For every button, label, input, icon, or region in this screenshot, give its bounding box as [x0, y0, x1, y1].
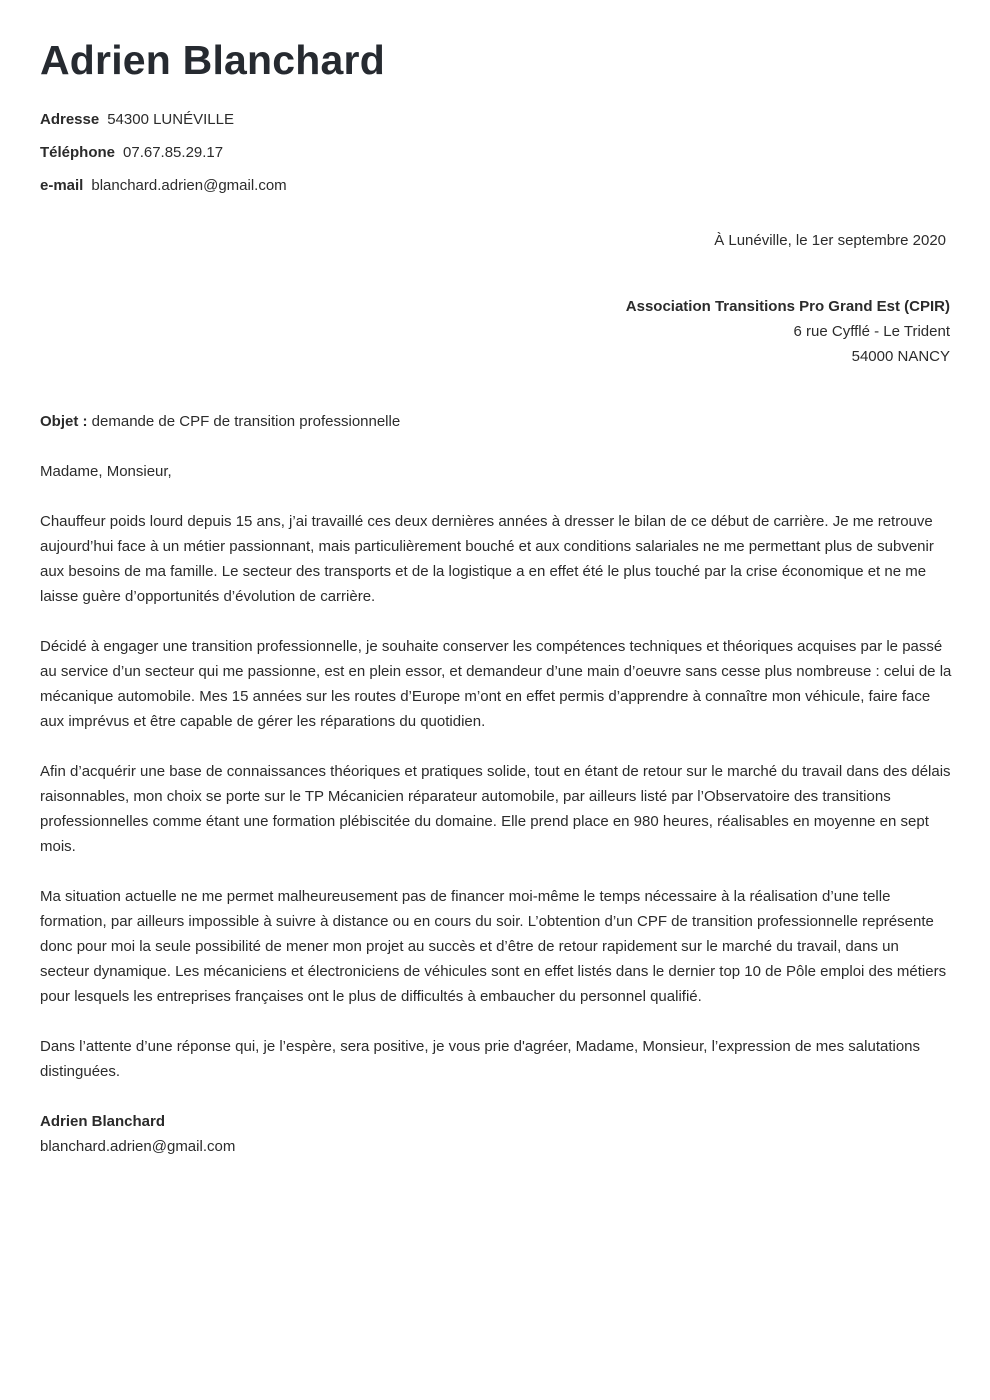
sender-name: Adrien Blanchard — [40, 37, 385, 83]
body-paragraph-4: Ma situation actuelle ne me permet malheureusement pas de financer moi-même le temps nécessaire à la réalisation d’une telle formation, par ailleurs impossible à suivre à distance ou en cours du soir. L’obtention d’un CPF de transition professionnelle représente donc pour moi la seule possibilité de mener mon projet au succès et d’être de retour rapidement sur le marché du travail, dans un secteur dynamique. Les mécaniciens et électroniciens de véhicules sont en effet listés dans le dernier top 10 de Pôle emploi des métiers pour lesquels les entreprises françaises ont le plus de difficultés à embaucher du personnel qualifié. — [40, 888, 947, 1005]
letter-date: À Lunéville, le 1er septembre 2020 — [714, 232, 946, 249]
address-value: 54300 LUNÉVILLE — [107, 111, 234, 128]
salutation: Madame, Monsieur, — [40, 463, 172, 480]
body-paragraph-2: Décidé à engager une transition professionnelle, je souhaite conserver les compétences techniques et théoriques acquises par le passé au service d’un secteur qui me passionne, est en plein essor, et demandeur d’une main d’oeuvre sans cesse plus nombreuse : celui de la mécanique automobile. Mes 15 années sur les routes d’Europe m’ont en effet permis d’apprendre à connaître mon véhicule, faire face aux imprévus et être capable de gérer les réparations du quotidien. — [40, 638, 952, 730]
signature-name: Adrien Blanchard — [40, 1113, 166, 1130]
letter-body — [40, 459, 952, 1159]
address-label: Adresse — [40, 111, 100, 128]
recipient-street: 6 rue Cyfflé - Le Trident — [793, 323, 950, 340]
phone-label: Téléphone — [40, 144, 116, 161]
subject-label: Objet : — [40, 413, 88, 430]
phone-row — [40, 143, 287, 176]
email-value: blanchard.adrien@gmail.com — [91, 177, 287, 194]
subject-text: demande de CPF de transition professionnelle — [91, 413, 401, 430]
recipient-city: 54000 NANCY — [851, 348, 950, 365]
body-paragraph-5: Dans l’attente d’une réponse qui, je l’espère, sera positive, je vous prie d'agréer, Madame, Monsieur, l’expression de mes salutations distinguées. — [40, 1038, 921, 1080]
email-label: e-mail — [40, 177, 84, 194]
recipient-organization: Association Transitions Pro Grand Est (CPIR) — [625, 298, 950, 315]
signature-block — [40, 1109, 952, 1159]
body-paragraph-1: Chauffeur poids lourd depuis 15 ans, j’ai travaillé ces deux dernières années à dresser le bilan de ce début de carrière. Je me retrouve aujourd’hui face à un métier passionnant, mais particulièrement bouché et aux conditions salariales ne me permettant plus de subvenir aux besoins de ma famille. Le secteur des transports et de la logistique a en effet été le plus touché par la crise économique et ne me laisse guère d’opportunités d’évolution de carrière. — [40, 513, 934, 605]
subject-line — [40, 409, 400, 434]
signature-email: blanchard.adrien@gmail.com — [40, 1138, 236, 1155]
recipient-block — [626, 294, 950, 369]
email-row — [40, 176, 287, 209]
phone-value: 07.67.85.29.17 — [123, 144, 224, 161]
contact-info — [40, 110, 287, 209]
body-paragraph-3: Afin d’acquérir une base de connaissances théoriques et pratiques solide, tout en étant de retour sur le marché du travail dans des délais raisonnables, mon choix se porte sur le TP Mécanicien réparateur automobile, par ailleurs listé par l’Observatoire des transitions professionnelles comme étant une formation plébiscitée du domaine. Elle prend place en 980 heures, réalisables en moyenne en sept mois. — [40, 763, 951, 855]
address-row — [40, 110, 287, 143]
